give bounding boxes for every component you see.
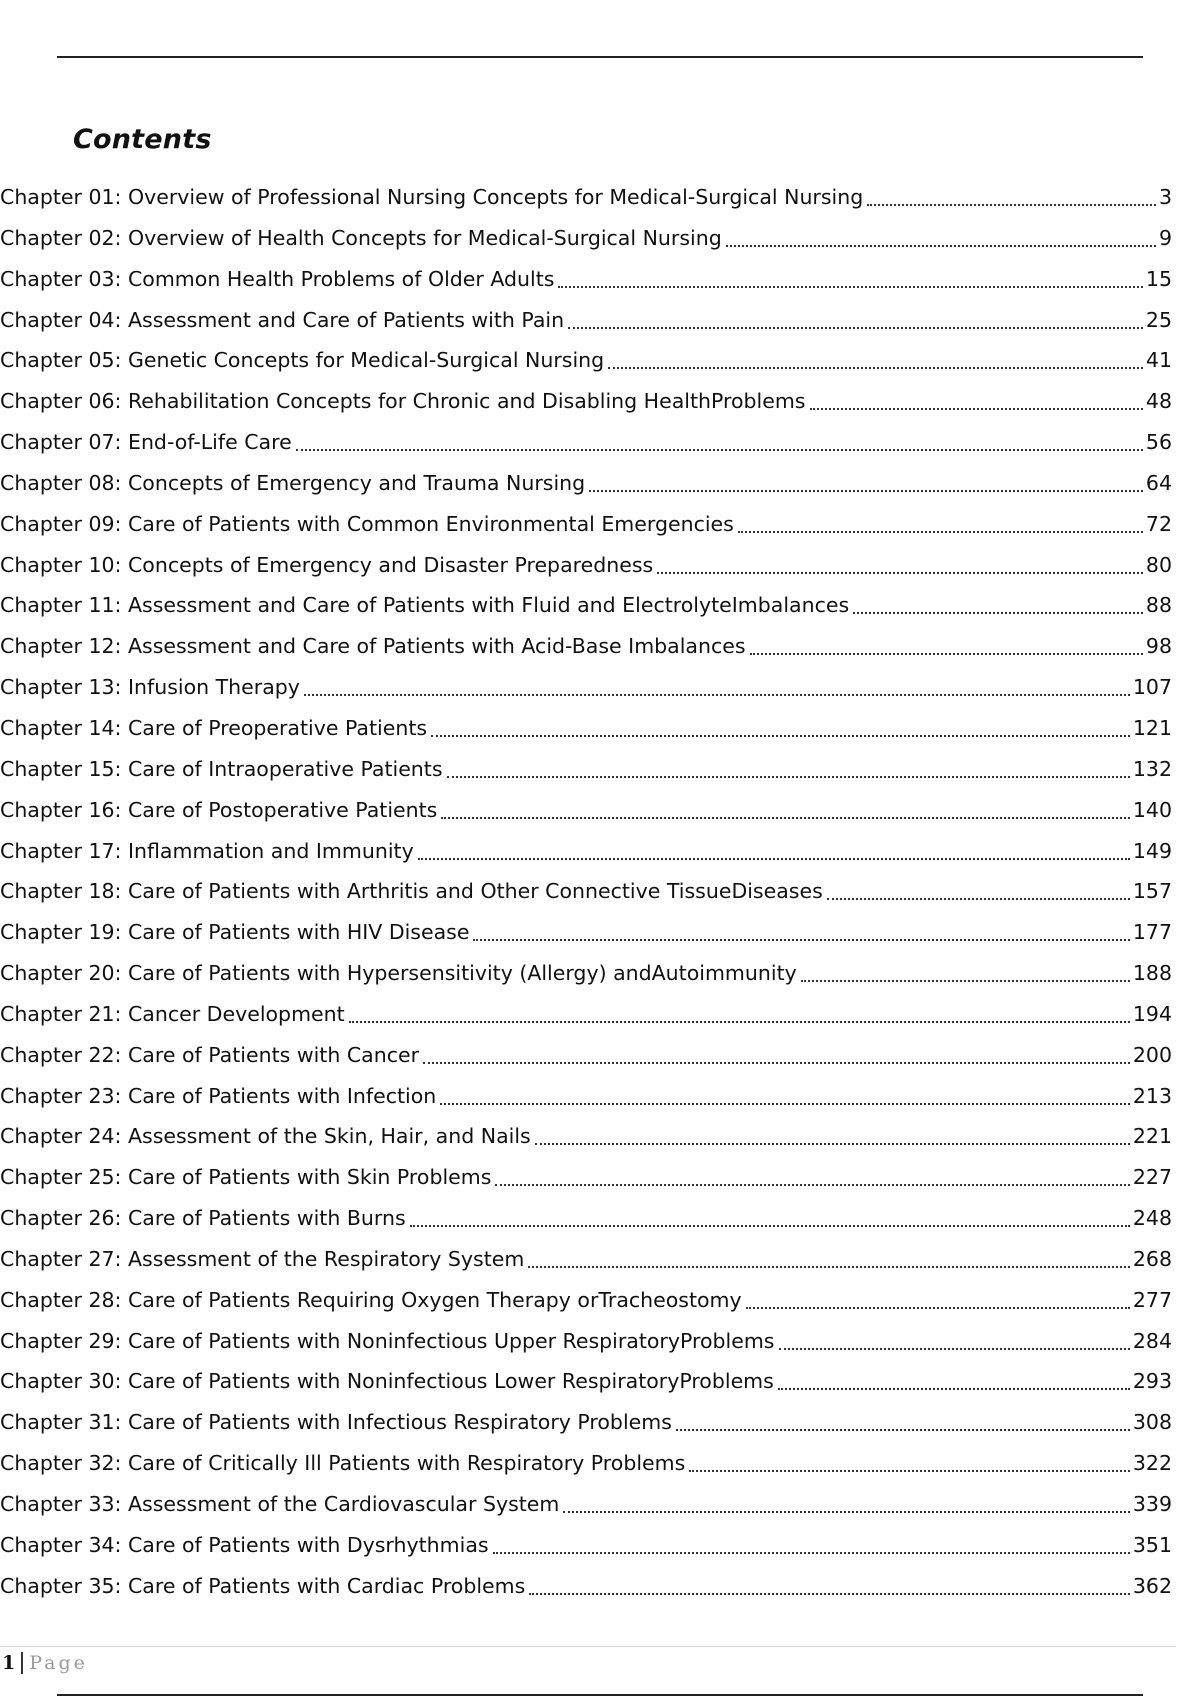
- toc-dot-leader: [423, 1042, 1130, 1064]
- toc-dot-leader: [493, 1532, 1130, 1554]
- toc-entry-page: 157: [1132, 879, 1172, 904]
- toc-dot-leader: [563, 1491, 1129, 1513]
- toc-dot-leader: [676, 1409, 1130, 1431]
- footer-separator: [21, 1652, 23, 1674]
- toc-entry-page: 188: [1132, 961, 1172, 986]
- toc-dot-leader: [431, 715, 1130, 737]
- toc-entry-page: 293: [1132, 1369, 1172, 1394]
- toc-entry[interactable]: [0, 511, 1172, 552]
- toc-entry-title: Chapter 27: Assessment of the Respiratory System: [0, 1246, 525, 1271]
- toc-entry-title: Chapter 06: Rehabilitation Concepts for Chronic and Disabling HealthProblems: [0, 389, 806, 414]
- toc-entry-page: 88: [1145, 593, 1172, 618]
- toc-dot-leader: [689, 1450, 1130, 1472]
- toc-entry[interactable]: [0, 1573, 1172, 1614]
- toc-entry[interactable]: [0, 592, 1172, 633]
- toc-entry[interactable]: [0, 552, 1172, 593]
- toc-dot-leader: [853, 592, 1143, 614]
- footer-rule: [57, 1694, 1143, 1696]
- toc-dot-leader: [296, 429, 1143, 451]
- toc-entry-page: 362: [1132, 1573, 1172, 1598]
- toc-entry-page: 227: [1132, 1165, 1172, 1190]
- toc-entry-page: 107: [1132, 675, 1172, 700]
- toc-dot-leader: [410, 1205, 1130, 1227]
- toc-entry[interactable]: [0, 1083, 1172, 1124]
- toc-entry-page: 339: [1132, 1492, 1172, 1516]
- footer-divider: [0, 1646, 1176, 1647]
- toc-dot-leader: [867, 184, 1156, 206]
- toc-dot-leader: [779, 1328, 1130, 1350]
- toc-entry-page: 149: [1132, 838, 1172, 863]
- toc-entry-title: Chapter 09: Care of Patients with Common Environmental Emergencies: [0, 511, 734, 536]
- toc-entry-title: Chapter 33: Assessment of the Cardiovascular System: [0, 1492, 560, 1516]
- toc-entry[interactable]: [0, 347, 1172, 388]
- toc-entry-page: 277: [1132, 1287, 1172, 1312]
- toc-entry[interactable]: [0, 715, 1172, 756]
- toc-entry-title: Chapter 10: Concepts of Emergency and Disaster Preparedness: [0, 552, 654, 577]
- toc-entry-title: Chapter 29: Care of Patients with Noninfectious Upper RespiratoryProblems: [0, 1328, 775, 1353]
- toc-entry[interactable]: [0, 1001, 1172, 1042]
- toc-entry-title: Chapter 11: Assessment and Care of Patients with Fluid and ElectrolyteImbalances: [0, 593, 850, 618]
- toc-dot-leader: [657, 552, 1143, 574]
- toc-entry-page: 194: [1132, 1001, 1172, 1026]
- toc-entry-title: Chapter 15: Care of Intraoperative Patients: [0, 756, 443, 781]
- toc-entry-page: 121: [1132, 715, 1172, 740]
- toc-entry-page: 64: [1145, 470, 1172, 495]
- toc-entry-page: 15: [1145, 266, 1172, 291]
- toc-entry-page: 140: [1132, 797, 1172, 822]
- toc-dot-leader: [529, 1573, 1130, 1595]
- toc-entry-page: 221: [1132, 1124, 1172, 1149]
- toc-entry-page: 98: [1145, 634, 1172, 659]
- toc-dot-leader: [810, 388, 1143, 410]
- toc-entry-title: Chapter 17: Inflammation and Immunity: [0, 838, 414, 863]
- toc-dot-leader: [418, 838, 1130, 860]
- toc-entry-title: Chapter 25: Care of Patients with Skin Problems: [0, 1165, 492, 1190]
- toc-dot-leader: [441, 797, 1130, 819]
- toc-entry-page: 132: [1132, 756, 1172, 781]
- toc-entry[interactable]: [0, 878, 1172, 919]
- toc-dot-leader: [827, 878, 1130, 900]
- toc-entry-title: Chapter 07: End-of-Life Care: [0, 430, 292, 455]
- toc-entry[interactable]: [0, 1491, 1172, 1532]
- toc-entry-title: Chapter 04: Assessment and Care of Patients with Pain: [0, 307, 565, 332]
- toc-entry[interactable]: [0, 1450, 1172, 1491]
- toc-entry[interactable]: [0, 266, 1172, 307]
- toc-dot-leader: [608, 347, 1143, 369]
- toc-entry-title: Chapter 34: Care of Patients with Dysrhythmias: [0, 1532, 489, 1557]
- toc-entry[interactable]: [0, 307, 1172, 348]
- toc-dot-leader: [750, 633, 1143, 655]
- toc-entry-title: Chapter 23: Care of Patients with Infection: [0, 1083, 437, 1108]
- toc-entry[interactable]: [0, 756, 1172, 797]
- toc-entry-title: Chapter 12: Assessment and Care of Patients with Acid-Base Imbalances: [0, 634, 746, 659]
- toc-dot-leader: [440, 1083, 1130, 1105]
- toc-dot-leader: [558, 266, 1142, 288]
- toc-dot-leader: [738, 511, 1143, 533]
- toc-entry-page: 25: [1145, 307, 1172, 332]
- toc-entry-page: 284: [1132, 1328, 1172, 1353]
- toc-dot-leader: [349, 1001, 1130, 1023]
- toc-entry-title: Chapter 08: Concepts of Emergency and Trauma Nursing: [0, 470, 586, 495]
- toc-entry[interactable]: [0, 470, 1172, 511]
- toc-entry-title: Chapter 31: Care of Patients with Infectious Respiratory Problems: [0, 1410, 672, 1435]
- toc-entry[interactable]: [0, 919, 1172, 960]
- toc-entry-title: Chapter 14: Care of Preoperative Patients: [0, 715, 428, 740]
- toc-entry[interactable]: [0, 225, 1172, 266]
- toc-entry[interactable]: [0, 1205, 1172, 1246]
- toc-dot-leader: [304, 674, 1130, 696]
- toc-entry-title: Chapter 13: Infusion Therapy: [0, 675, 300, 700]
- toc-dot-leader: [801, 960, 1130, 982]
- toc-entry-title: Chapter 20: Care of Patients with Hypersensitivity (Allergy) andAutoimmunity: [0, 961, 797, 986]
- toc-entry[interactable]: [0, 1328, 1172, 1369]
- toc-entry[interactable]: [0, 1123, 1172, 1164]
- toc-entry-title: Chapter 26: Care of Patients with Burns: [0, 1206, 406, 1231]
- toc-entry-title: Chapter 19: Care of Patients with HIV Disease: [0, 920, 470, 945]
- toc-entry-page: 200: [1132, 1042, 1172, 1067]
- toc-entry-page: 322: [1132, 1451, 1172, 1476]
- toc-entry-title: Chapter 32: Care of Critically Ill Patients with Respiratory Problems: [0, 1451, 686, 1476]
- toc-entry-page: 56: [1145, 430, 1172, 455]
- toc-entry[interactable]: [0, 184, 1172, 225]
- toc-entry[interactable]: [0, 838, 1172, 879]
- toc-dot-leader: [589, 470, 1143, 492]
- toc-dot-leader: [778, 1368, 1130, 1390]
- toc-entry[interactable]: [0, 633, 1172, 674]
- contents-heading: Contents: [73, 124, 212, 155]
- toc-entry-page: 308: [1132, 1410, 1172, 1435]
- toc-entry-title: Chapter 30: Care of Patients with Noninfectious Lower RespiratoryProblems: [0, 1369, 774, 1394]
- toc-entry-title: Chapter 02: Overview of Health Concepts for Medical-Surgical Nursing: [0, 225, 722, 250]
- toc-entry[interactable]: [0, 1287, 1172, 1328]
- toc-dot-leader: [568, 307, 1143, 329]
- toc-entry[interactable]: [0, 1164, 1172, 1205]
- toc-entry-title: Chapter 05: Genetic Concepts for Medical-Surgical Nursing: [0, 348, 605, 373]
- toc-entry-page: 248: [1132, 1206, 1172, 1231]
- toc-entry-title: Chapter 22: Care of Patients with Cancer: [0, 1042, 420, 1067]
- toc-entry-title: Chapter 01: Overview of Professional Nursing Concepts for Medical-Surgical Nursing: [0, 185, 864, 209]
- header-rule: [57, 56, 1143, 58]
- toc-entry-page: 41: [1145, 348, 1172, 373]
- toc-entry-title: Chapter 28: Care of Patients Requiring Oxygen Therapy orTracheostomy: [0, 1287, 742, 1312]
- toc-dot-leader: [726, 225, 1156, 247]
- toc-entry-title: Chapter 21: Cancer Development: [0, 1001, 345, 1026]
- toc-entry-title: Chapter 24: Assessment of the Skin, Hair, and Nails: [0, 1124, 531, 1149]
- toc-entry[interactable]: [0, 1409, 1172, 1450]
- toc-entry[interactable]: [0, 674, 1172, 715]
- toc-entry[interactable]: [0, 1368, 1172, 1409]
- toc-dot-leader: [447, 756, 1130, 778]
- page-footer: [2, 1652, 88, 1674]
- toc-dot-leader: [473, 919, 1129, 941]
- toc-dot-leader: [746, 1287, 1130, 1309]
- toc-entry-page: 48: [1145, 389, 1172, 414]
- toc-entry-page: 351: [1132, 1532, 1172, 1557]
- toc-entry[interactable]: [0, 1532, 1172, 1573]
- toc-entry-title: Chapter 03: Common Health Problems of Older Adults: [0, 266, 555, 291]
- page-label: Page: [29, 1652, 88, 1674]
- toc-entry[interactable]: [0, 429, 1172, 470]
- toc-entry-page: 72: [1145, 511, 1172, 536]
- toc-entry[interactable]: [0, 388, 1172, 429]
- toc-dot-leader: [528, 1246, 1130, 1268]
- toc-dot-leader: [495, 1164, 1129, 1186]
- toc-entry[interactable]: [0, 1042, 1172, 1083]
- toc-entry-page: 3: [1158, 185, 1172, 209]
- toc-dot-leader: [535, 1123, 1130, 1145]
- toc-entry-page: 213: [1132, 1083, 1172, 1108]
- toc-entry-title: Chapter 18: Care of Patients with Arthritis and Other Connective TissueDiseases: [0, 879, 823, 904]
- toc-entry-page: 80: [1145, 552, 1172, 577]
- toc-entry-page: 177: [1132, 920, 1172, 945]
- toc-entry-title: Chapter 35: Care of Patients with Cardiac Problems: [0, 1573, 526, 1598]
- page-number: 1: [2, 1652, 16, 1674]
- toc-entry-page: 9: [1158, 225, 1172, 250]
- table-of-contents: [0, 184, 1172, 1614]
- toc-entry[interactable]: [0, 1246, 1172, 1287]
- toc-entry-page: 268: [1132, 1246, 1172, 1271]
- toc-entry[interactable]: [0, 960, 1172, 1001]
- toc-entry-title: Chapter 16: Care of Postoperative Patients: [0, 797, 438, 822]
- toc-entry[interactable]: [0, 797, 1172, 838]
